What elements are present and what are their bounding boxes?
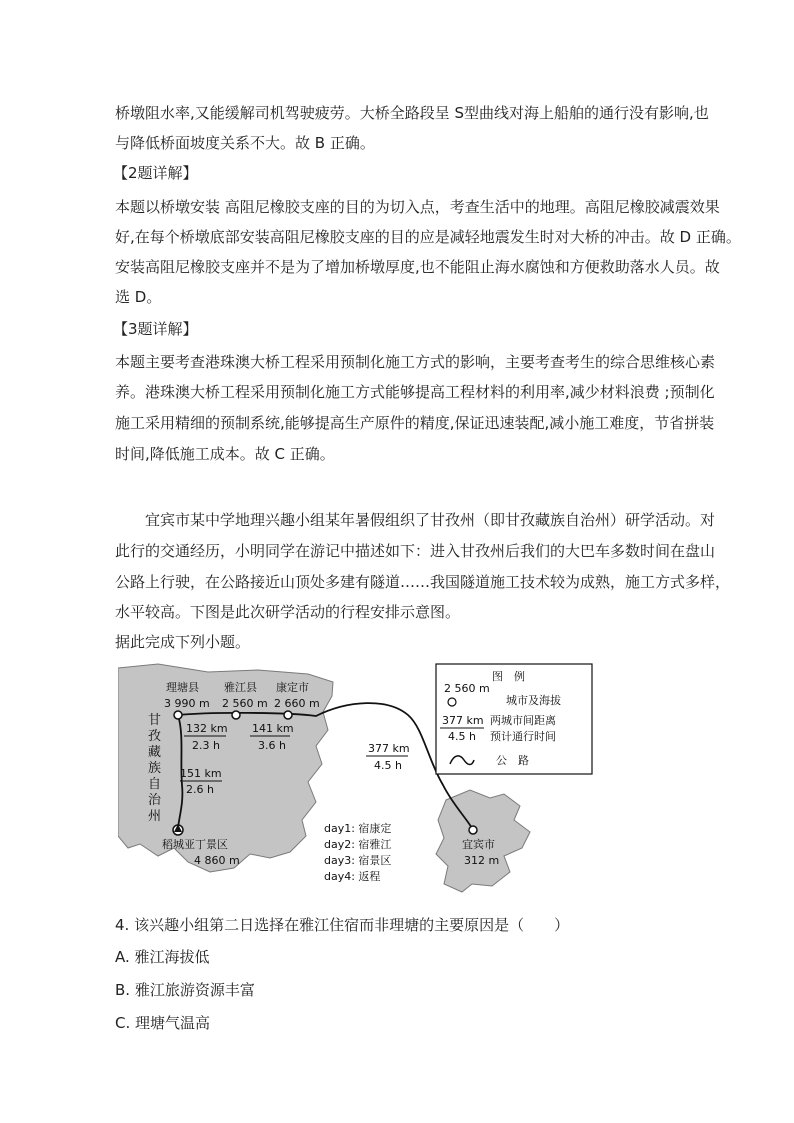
seg-kangding-yibin-time: 4.5 h xyxy=(374,759,402,772)
intro-line-2: 此行的交通经历，小明同学在游记中描述如下：进入甘孜州后我们的大巴车多数时间在盘山 xyxy=(115,542,716,560)
litang-marker xyxy=(174,711,182,719)
legend-dist-sample: 377 km xyxy=(442,714,484,727)
intro-line-4: 水平较高。下图是此次研学活动的行程安排示意图。 xyxy=(115,603,461,621)
yajiang-name: 雅江县 xyxy=(224,681,257,694)
itinerary-day1: day1: 宿康定 xyxy=(324,822,392,835)
q2-line-4: 选 D。 xyxy=(115,288,162,306)
legend-alt-sample: 2 560 m xyxy=(444,682,490,695)
seg-litang-daocheng-time: 2.6 h xyxy=(186,783,214,796)
litang-alt: 3 990 m xyxy=(164,697,210,710)
intro-line-5: 据此完成下列小题。 xyxy=(115,633,251,651)
q3-line-2: 养。港珠澳大桥工程采用预制化施工方式能够提高工程材料的利用率,减少材料浪费 ;预制化 xyxy=(115,383,715,401)
region-label-4: 自 xyxy=(148,777,162,792)
kangding-marker xyxy=(284,711,292,719)
seg-litang-yajiang-time: 2.3 h xyxy=(192,739,220,752)
seg-litang-yajiang-dist: 132 km xyxy=(186,722,228,735)
yibin-name: 宜宾市 xyxy=(462,838,495,851)
yajiang-marker xyxy=(232,711,240,719)
yibin-marker xyxy=(469,826,477,834)
legend-alt-label: 城市及海拔 xyxy=(506,694,561,707)
yajiang-alt: 2 560 m xyxy=(222,697,268,710)
q2-header: 【2题详解】 xyxy=(113,164,198,182)
q3-header: 【3题详解】 xyxy=(113,320,198,338)
intro-line-3: 公路上行驶，在公路接近山顶处多建有隧道……我国隧道施工技术较为成熟，施工方式多样， xyxy=(115,573,731,591)
region-label-2: 藏 xyxy=(148,745,162,760)
q4-stem: 4. 该兴趣小组第二日选择在雅江住宿而非理塘的主要原因是（ ） xyxy=(115,916,570,934)
prev-answer-line-1: 桥墩阻水率,又能缓解司机驾驶疲劳。大桥全路段呈 S型曲线对海上船舶的通行没有影响,也 xyxy=(115,104,709,122)
region-label-5: 治 xyxy=(148,793,162,808)
daocheng-alt: 4 860 m xyxy=(194,854,240,867)
prev-answer-line-2: 与降低桥面坡度关系不大。故 B 正确。 xyxy=(115,134,375,152)
litang-name: 理塘县 xyxy=(166,681,199,694)
seg-yajiang-kangding-time: 3.6 h xyxy=(258,739,286,752)
q4-option-b[interactable]: B. 雅江旅游资源丰富 xyxy=(115,981,255,999)
legend-time-sample: 4.5 h xyxy=(448,730,476,743)
q2-line-1: 本题以桥墩安装 高阻尼橡胶支座的目的为切入点，考查生活中的地理。高阻尼橡胶减震效果 xyxy=(115,198,720,216)
q2-line-2: 好,在每个桥墩底部安装高阻尼橡胶支座的目的应是减轻地震发生时对大桥的冲击。故 D 正确。 xyxy=(115,228,741,246)
seg-litang-daocheng-dist: 151 km xyxy=(180,767,222,780)
q3-line-3: 施工采用精细的预制系统,能够提高生产原件的精度,保证迅速装配,减小施工难度，节省拼装 xyxy=(115,414,715,432)
intro-line-1: 宜宾市某中学地理兴趣小组某年暑假组织了甘孜州（即甘孜藏族自治州）研学活动。对 xyxy=(145,511,716,529)
seg-yajiang-kangding-dist: 141 km xyxy=(252,722,294,735)
legend-time-label: 预计通行时间 xyxy=(490,730,556,743)
kangding-alt: 2 660 m xyxy=(274,697,320,710)
region-label-0: 甘 xyxy=(148,713,162,728)
q4-option-c[interactable]: C. 理塘气温高 xyxy=(115,1014,211,1032)
legend-road-label: 公 路 xyxy=(496,754,529,767)
itinerary-map xyxy=(118,660,596,900)
itinerary-day3: day3: 宿景区 xyxy=(324,854,392,867)
seg-kangding-yibin-dist: 377 km xyxy=(368,742,410,755)
legend-city-marker xyxy=(448,698,456,706)
region-label-6: 州 xyxy=(148,809,162,824)
region-label-3: 族 xyxy=(148,761,162,776)
yibin-alt: 312 m xyxy=(464,854,500,867)
itinerary-day4: day4: 返程 xyxy=(324,870,381,883)
legend-dist-label: 两城市间距离 xyxy=(490,714,556,727)
region-label-1: 孜 xyxy=(148,729,162,744)
q3-line-4: 时间,降低施工成本。故 C 正确。 xyxy=(115,445,335,463)
legend-title: 图 例 xyxy=(492,670,525,683)
q2-line-3: 安装高阻尼橡胶支座并不是为了增加桥墩厚度,也不能阻止海水腐蚀和方便救助落水人员。故 xyxy=(115,258,720,276)
daocheng-name: 稻城亚丁景区 xyxy=(162,838,228,851)
q3-line-1: 本题主要考查港珠澳大桥工程采用预制化施工方式的影响，主要考查考生的综合思维核心素 xyxy=(115,353,716,371)
q4-option-a[interactable]: A. 雅江海拔低 xyxy=(115,948,210,966)
itinerary-day2: day2: 宿雅江 xyxy=(324,838,392,851)
kangding-name: 康定市 xyxy=(276,681,309,694)
